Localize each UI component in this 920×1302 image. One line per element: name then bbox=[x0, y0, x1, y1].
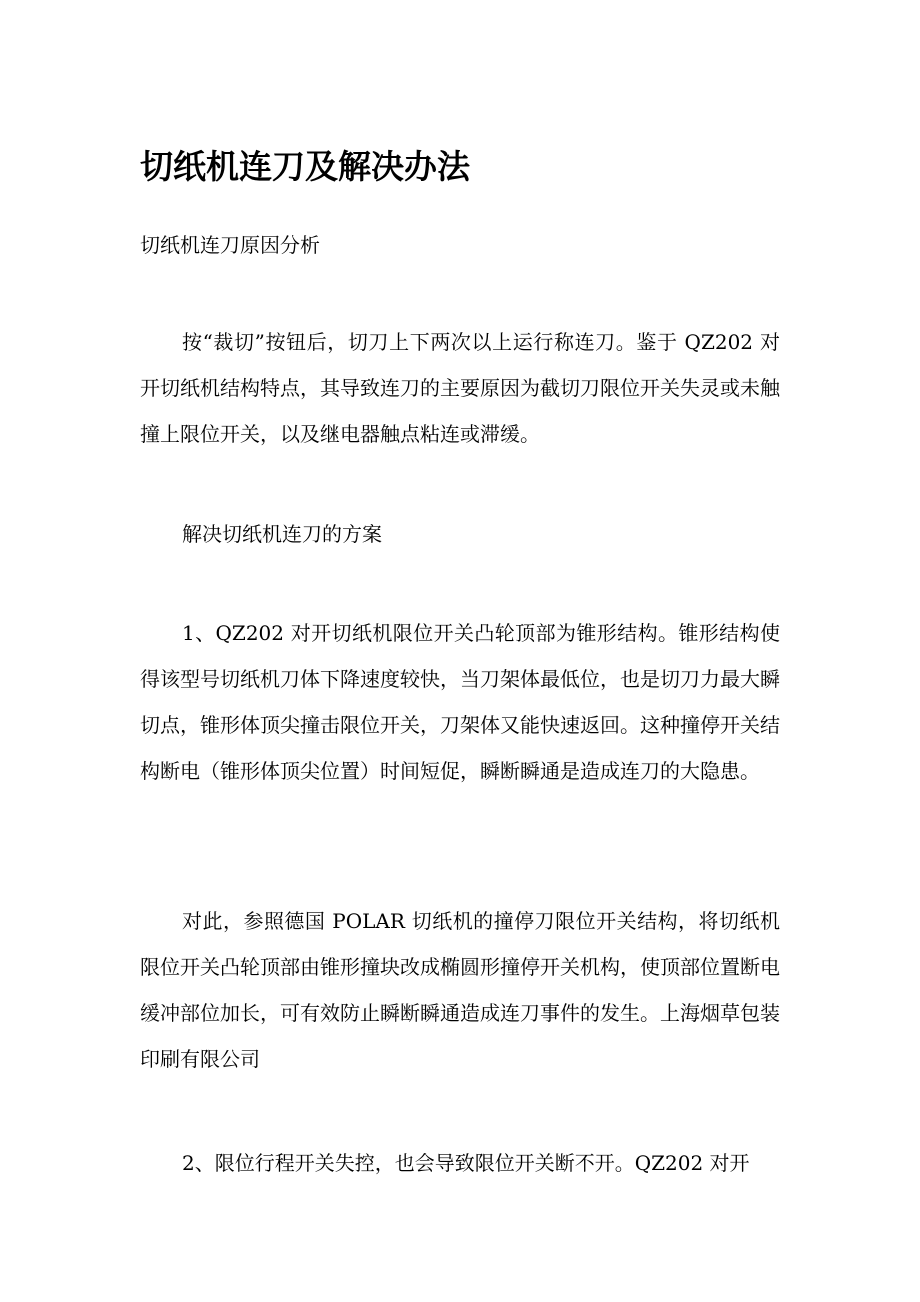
paragraph-solution-1-remedy: 对此，参照德国 POLAR 切纸机的撞停刀限位开关结构，将切纸机限位开关凸轮顶部由锥形撞块改成椭圆形撞停开关机构，使顶部位置断电缓冲部位加长，可有效防止瞬断瞬通造成连刀事件的发生。上海烟草包装印刷有限公司 bbox=[140, 909, 780, 1071]
document-subtitle: 切纸机连刀原因分析 bbox=[140, 233, 320, 257]
paragraph-solution-1: 1、QZ202 对开切纸机限位开关凸轮顶部为锥形结构。锥形结构使得该型号切纸机刀体下降速度较快，当刀架体最低位，也是切刀力最大瞬切点，锥形体顶尖撞击限位开关，刀架体又能快速返回。这种撞停开关结构断电（锥形体顶尖位置）时间短促，瞬断瞬通是造成连刀的大隐患。 bbox=[140, 621, 780, 783]
document-title: 切纸机连刀及解决办法 bbox=[140, 147, 470, 186]
paragraph-solution-2: 2、限位行程开关失控，也会导致限位开关断不开。QZ202 对开 bbox=[182, 1151, 750, 1175]
paragraph-cause: 按“裁切”按钮后，切刀上下两次以上运行称连刀。鉴于 QZ202 对开切纸机结构特点，其导致连刀的主要原因为截切刀限位开关失灵或未触撞上限位开关，以及继电器触点粘连或滞缓。 bbox=[140, 330, 780, 446]
section-heading-solution: 解决切纸机连刀的方案 bbox=[182, 522, 382, 546]
